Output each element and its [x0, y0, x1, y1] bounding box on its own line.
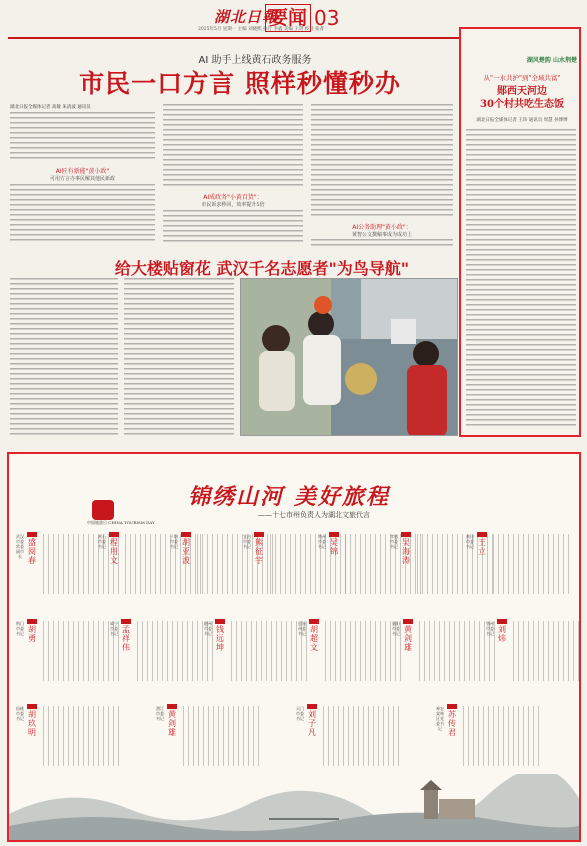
second-body-col2 [124, 278, 234, 436]
lead-kicker: AI 助手上线黄石政务服务 [198, 55, 312, 66]
feature-title: 锦绣山河 美好旅程 [188, 484, 390, 510]
sidebar-byline: 湖北日报全媒体记者 王珍 通讯员 周慧 孙博博 [476, 118, 568, 123]
official-quote [463, 706, 543, 766]
entry-marker [309, 619, 319, 624]
tourism-day-logo-text: 中国旅游日 CHINA TOURISM DAY [87, 520, 155, 525]
official-title: 黄冈市委书记 [466, 534, 474, 549]
official-quote [513, 621, 581, 681]
lead-body-col2b [163, 210, 303, 245]
official-title: 潜江市委书记 [156, 706, 164, 721]
landscape-illustration [9, 774, 581, 842]
volunteers-photo [240, 278, 458, 436]
second-body-col1 [10, 278, 118, 436]
official-title: 宜昌市委书记 [243, 534, 251, 549]
section-label: 要闻 [265, 4, 311, 32]
entry-marker [167, 704, 177, 709]
official-title: 襄阳市委书记 [392, 621, 400, 636]
official-name: 熊征宇 [255, 538, 263, 565]
second-headline: 给大楼贴窗花 武汉千名志愿者"为鸟导航" [114, 259, 410, 278]
sidebar-headline: 郧西天河边 30个村共吃生态饭 [480, 86, 564, 110]
official-title: 荆州市委书记 [318, 534, 326, 549]
official-title: 武汉市委常委副市长 [16, 534, 24, 559]
entry-marker [401, 532, 411, 537]
official-title: 荆门市委书记 [16, 621, 24, 636]
official-name: 黄剑雄 [168, 710, 176, 737]
official-title: 神农架林区党委书记 [436, 706, 444, 731]
official-entry [465, 532, 581, 604]
official-name: 吴海涛 [402, 538, 410, 565]
official-name: 吴锦 [330, 538, 338, 556]
official-name: 王立 [478, 538, 486, 556]
official-name: 孟祥伟 [122, 625, 130, 652]
official-entry [15, 704, 150, 776]
official-name: 胡勇 [28, 625, 36, 643]
entry-marker [27, 619, 37, 624]
entry-marker [27, 704, 37, 709]
official-name: 刘炜 [498, 625, 506, 643]
official-entry [435, 704, 570, 776]
entry-marker [477, 532, 487, 537]
official-quote [43, 706, 123, 766]
official-entry [485, 619, 581, 691]
tourism-feature [7, 452, 581, 842]
lead-subhead-2: AI成政务"小黄百货"： [203, 194, 263, 201]
official-title: 天门市委书记 [296, 706, 304, 721]
sidebar-kicker: 从"一水共护"到"全域共富" [483, 74, 561, 82]
entry-marker [109, 532, 119, 537]
entry-marker [121, 619, 131, 624]
official-title: 十堰市委书记 [170, 534, 178, 549]
lead-headline: 市民一口方言 照样秒懂秒办 [79, 69, 401, 98]
official-name: 程用文 [110, 538, 118, 565]
official-title: 孝感市委书记 [390, 534, 398, 549]
entry-marker [215, 619, 225, 624]
lead-subhead-1: AI匠有新能"黄小政" [55, 168, 110, 175]
official-name: 盛阅春 [28, 538, 36, 565]
official-title: 恩施州委书记 [298, 621, 306, 636]
official-name: 黄剑雄 [404, 625, 412, 652]
page-number: 03 [314, 6, 340, 30]
official-title: 随州市委书记 [204, 621, 212, 636]
volunteers-photo-illustration [241, 279, 458, 436]
sidebar-tag: 湖风楚韵 山水荆楚 [526, 57, 577, 64]
entry-marker [403, 619, 413, 624]
lead-subhead-2-sub: 市民诉求秒回，效率提升5倍 [201, 202, 265, 208]
lead-body-col1a [10, 112, 155, 162]
official-quote [493, 534, 573, 594]
entry-marker [181, 532, 191, 537]
official-entry [295, 704, 430, 776]
feature-subtitle: ——十七市州负责人为湖北文旅代言 [258, 511, 370, 519]
official-quote [323, 706, 403, 766]
official-name: 钱远坤 [216, 625, 224, 652]
official-name: 苏传君 [448, 710, 456, 737]
lead-subhead-3: AI公务助理"黄小政"： [352, 224, 412, 231]
lead-subhead-3-sub: 黄智公文撰稿事成为成功上 [351, 232, 412, 238]
official-name: 胡超文 [310, 625, 318, 652]
entry-marker [497, 619, 507, 624]
entry-marker [27, 532, 37, 537]
lead-subhead-1-sub: 可用方言办事民解其他民新政 [49, 176, 115, 182]
entry-marker [307, 704, 317, 709]
entry-marker [329, 532, 339, 537]
official-name: 胡玖明 [28, 710, 36, 737]
official-quote [183, 706, 263, 766]
official-title: 鄂州市委书记 [486, 621, 494, 636]
official-name: 胡亚波 [182, 538, 190, 565]
entry-marker [254, 532, 264, 537]
lead-body-col3a [311, 104, 453, 219]
lead-body-col1b [10, 184, 155, 244]
lead-body-col3b [311, 239, 453, 247]
publication-info: 2025年5月 星期一 主编 刘晓熙 执行 李鑫 美编 王剑 校对 张菁 [198, 27, 325, 32]
lead-byline: 湖北日报全媒体记者 高敏 朱清波 通讯员 [10, 105, 91, 110]
official-title: 咸宁市委书记 [110, 621, 118, 636]
official-title: 仙桃市委书记 [16, 706, 24, 721]
official-name: 刘子凡 [308, 710, 316, 737]
entry-marker [447, 704, 457, 709]
newspaper-logo: 湖北日報 [214, 8, 279, 26]
sidebar-body [466, 129, 576, 429]
official-title: 黄石市委书记 [98, 534, 106, 549]
lead-body-col2a [163, 104, 303, 189]
sidebar-story [459, 27, 581, 437]
official-entry [155, 704, 290, 776]
